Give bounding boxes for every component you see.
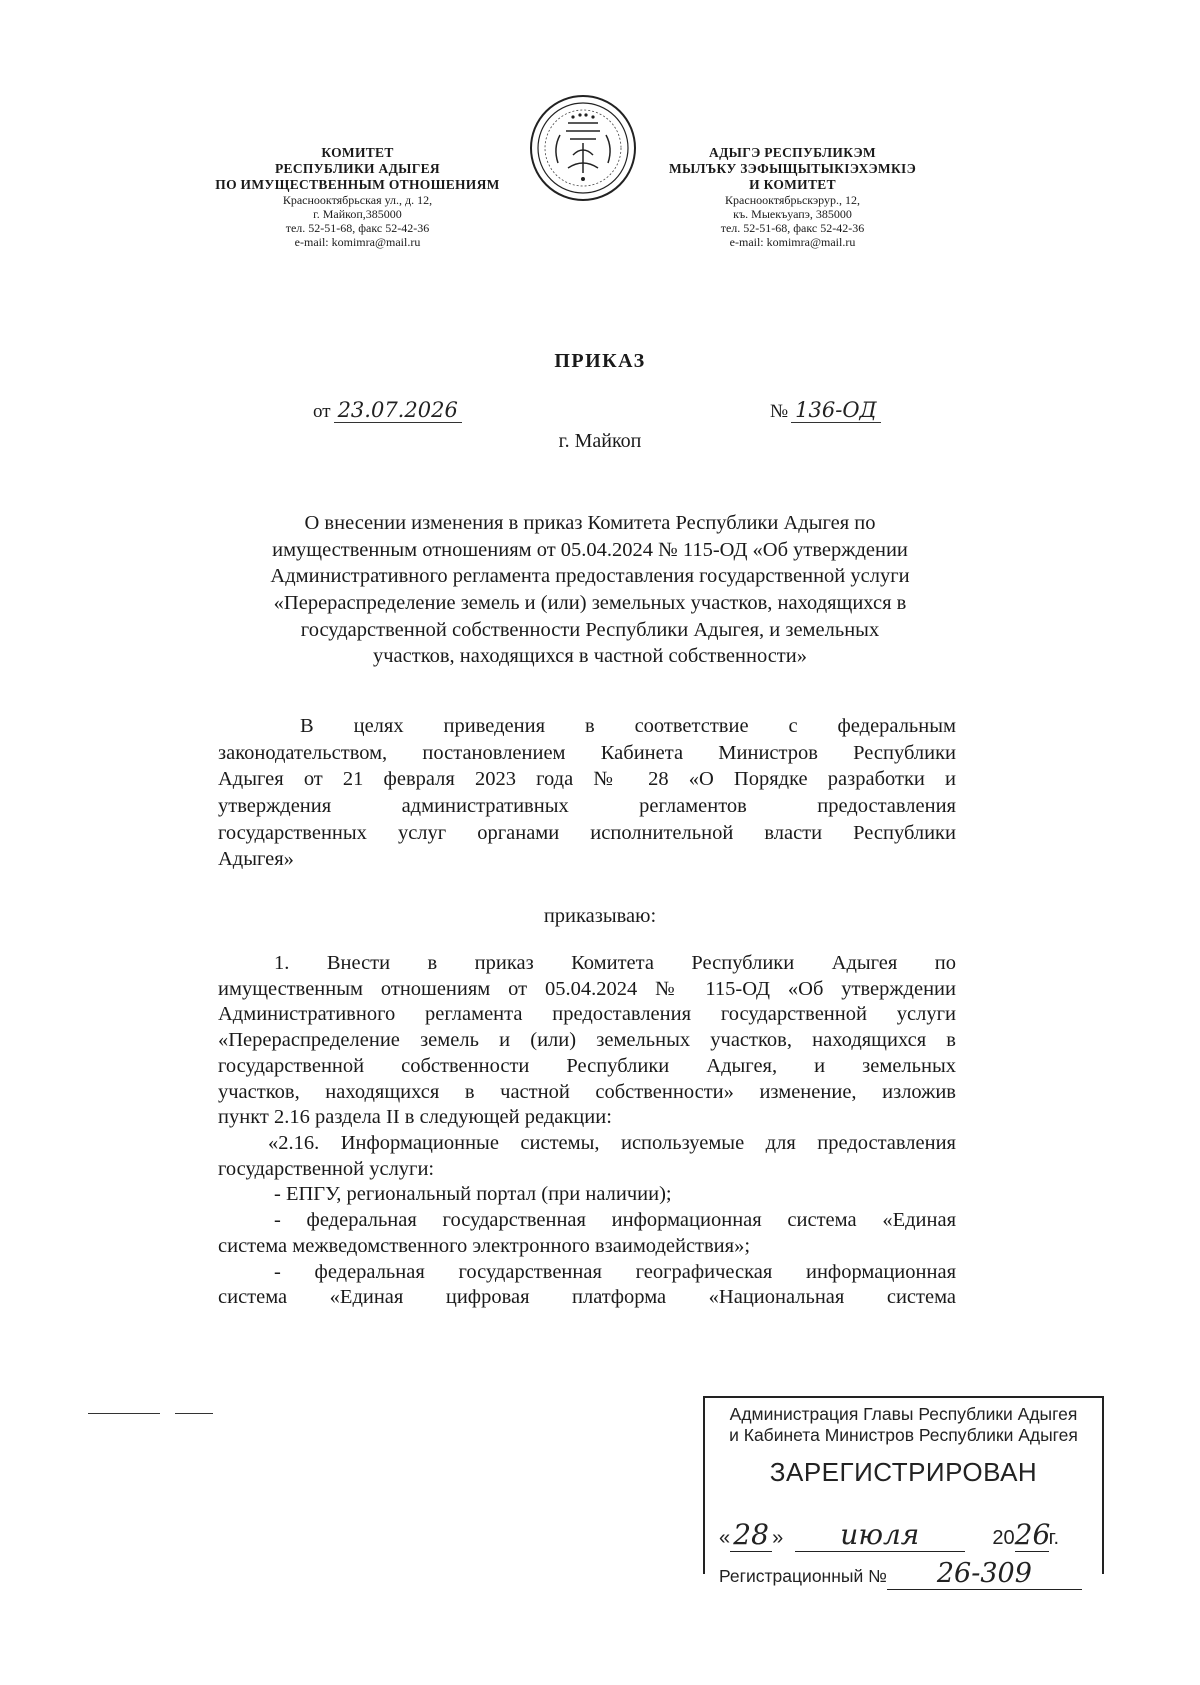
preamble-line: Адыгея от 21 февраля 2023 года № 28 «О Порядке разработки и — [218, 768, 956, 791]
item-line: государственной услуги: — [218, 1157, 435, 1180]
item-line: Административного регламента предоставления государственной услуги — [218, 1003, 956, 1026]
stamp-day: 28 — [730, 1518, 772, 1552]
preamble-line: утверждения административных регламентов предоставления — [218, 794, 956, 817]
stamp-year-suffix: г. — [1048, 1527, 1060, 1549]
handwritten-number: 136-ОД — [791, 398, 880, 423]
stamp-org-line: и Кабинета Министров Республики Адыгея — [729, 1425, 1078, 1446]
republic-emblem-icon — [528, 93, 638, 203]
preamble-line: законодательством, постановлением Кабинета Министров Республики — [218, 741, 956, 764]
org-name-line: КОМИТЕТ — [321, 145, 394, 160]
stamp-reg-label: Регистрационный № — [719, 1566, 887, 1586]
org-name-line: ПО ИМУЩЕСТВЕННЫМ ОТНОШЕНИЯМ — [215, 176, 500, 192]
title-line: участков, находящихся в частной собственности» — [372, 645, 807, 668]
preamble-paragraph — [218, 713, 956, 873]
order-word: приказываю: — [543, 905, 657, 927]
stamp-org-line: Администрация Главы Республики Адыгея — [729, 1404, 1078, 1424]
item-line: система межведомственного электронного взаимодействия»; — [218, 1234, 751, 1257]
order-number — [770, 398, 881, 423]
org-name-line: РЕСПУБЛИКИ АДЫГЕЯ — [275, 160, 440, 176]
stamp-year-prefix: 20 — [992, 1527, 1015, 1549]
date-prefix: от — [313, 401, 331, 422]
stamp-reg-value: 26-309 — [887, 1558, 1082, 1590]
title-line: имущественным отношениям от 05.04.2024 № 115-ОД «Об утверждении — [272, 538, 908, 561]
org-address-line: къ. Мыекъуапэ, 385000 — [733, 206, 852, 221]
org-address-line: Краснооктябрьская ул., д. 12, — [282, 192, 433, 207]
item-line: 1. Внести в приказ Комитета Республики Адыгея по — [274, 952, 956, 974]
org-phone-line: тел. 52-51-68, факс 52-42-36 — [285, 221, 430, 236]
item-line: имущественным отношениям от 05.04.2024 № 115-ОД «Об утверждении — [218, 977, 956, 1000]
stamp-registered: ЗАРЕГИСТРИРОВАН — [769, 1456, 1038, 1487]
org-phone-line: тел. 52-51-68, факс 52-42-36 — [720, 221, 865, 236]
order-date — [313, 398, 462, 423]
org-name-line: И КОМИТЕТ — [749, 176, 836, 192]
preamble-line: Адыгея» — [218, 848, 294, 871]
item-line: - ЕПГУ, региональный портал (при наличии); — [274, 1183, 672, 1206]
letterhead-right — [645, 145, 940, 249]
title-line: Административного регламента предоставления государственной услуги — [270, 565, 910, 588]
document-title — [225, 510, 955, 670]
org-email-line: e-mail: komimra@mail.ru — [729, 235, 856, 250]
item-line: государственной собственности Республики Адыгея, и земельных — [218, 1054, 956, 1077]
item-line: - федеральная государственная информационная система «Единая — [274, 1209, 956, 1232]
preamble-line: государственных услуг органами исполнительной власти Республики — [218, 821, 956, 844]
registration-stamp — [703, 1396, 1104, 1589]
item-line: пункт 2.16 раздела II в следующей редакции: — [218, 1106, 612, 1129]
stamp-month: июля — [795, 1518, 965, 1552]
stamp-year: 26 — [1014, 1518, 1051, 1551]
preamble-line: В целях приведения в соответствие с федеральным — [300, 715, 956, 737]
city: г. Майкоп — [558, 430, 642, 452]
item-line: система «Единая цифровая платформа «Национальная система — [218, 1286, 956, 1309]
document-heading: ПРИКАЗ — [554, 350, 646, 372]
number-prefix: № — [770, 401, 789, 422]
org-address-line: Краснооктябрьскэрур., 12, — [725, 192, 860, 207]
item-line: участков, находящихся в частной собственности» изменение, изложив — [218, 1080, 956, 1103]
org-email-line: e-mail: komimra@mail.ru — [294, 235, 421, 250]
title-line: О внесении изменения в приказ Комитета Республики Адыгея по — [304, 512, 876, 534]
stamp-date: « 28 » июля 2026г. — [719, 1518, 1060, 1551]
item-1-paragraph — [218, 951, 956, 1311]
item-line: - федеральная государственная географическая информационная — [274, 1260, 956, 1283]
stamp-reg-number — [719, 1558, 1089, 1590]
letterhead-left — [185, 145, 530, 249]
org-name-line: МЫЛЪКУ ЗЭФЫЩЫТЫКIЭХЭМКIЭ — [668, 160, 917, 176]
org-address-line: г. Майкоп,385000 — [313, 206, 402, 221]
item-line: «2.16. Информационные системы, используемые для предоставления — [268, 1132, 956, 1155]
divider — [88, 1413, 160, 1414]
handwritten-date: 23.07.2026 — [334, 398, 462, 423]
title-line: «Перераспределение земель и (или) земельных участков, находящихся в — [273, 591, 907, 614]
divider — [175, 1413, 213, 1414]
item-line: «Перераспределение земель и (или) земельных участков, находящихся в — [218, 1029, 956, 1052]
title-line: государственной собственности Республики Адыгея, и земельных — [300, 618, 880, 641]
org-name-line: АДЫГЭ РЕСПУБЛИКЭМ — [709, 145, 876, 160]
